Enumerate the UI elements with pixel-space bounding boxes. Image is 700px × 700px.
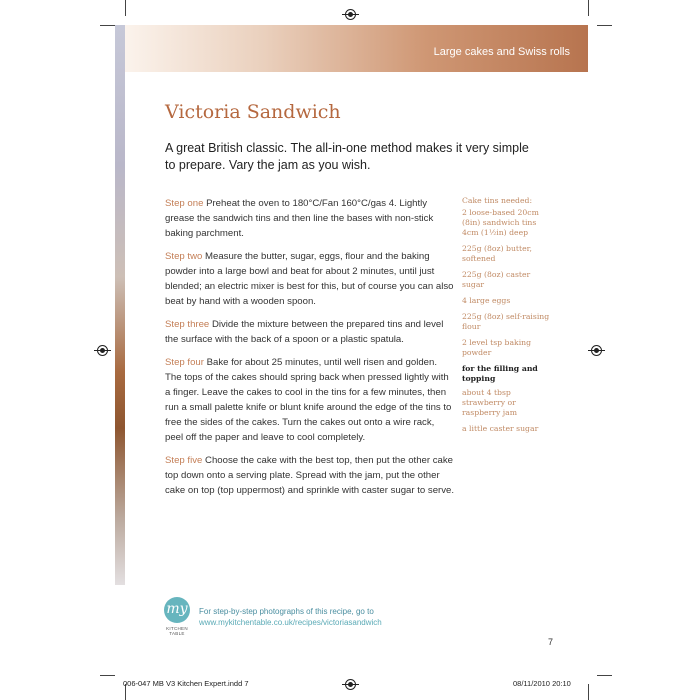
step-label: Step one <box>165 198 204 209</box>
step-text: Divide the mixture between the prepared tins and level the surface with the back of a spoon or a plastic spatula. <box>165 319 444 345</box>
my-kitchen-table-logo: my <box>164 597 190 623</box>
section-title: Large cakes and Swiss rolls <box>433 46 570 58</box>
registration-mark-icon <box>345 679 356 690</box>
method-step <box>165 355 455 445</box>
tins-needed: 2 loose-based 20cm (8in) sandwich tins 4cm (1½in) deep <box>462 208 539 237</box>
crop-mark <box>100 25 115 26</box>
step-text: Measure the butter, sugar, eggs, flour and the baking powder into a large bowl and beat for about 2 minutes, until just blended; an electric mixer is best for this, but of course you can also beat by hand with a wooden spoon. <box>165 251 454 307</box>
footer-note-text: For step-by-step photographs of this recipe, go to <box>199 607 374 616</box>
logo-line: TABLE <box>169 631 185 636</box>
registration-mark-icon <box>345 9 356 20</box>
crop-mark <box>597 675 612 676</box>
step-text: Bake for about 25 minutes, until well risen and golden. The tops of the cakes should spring back when pressed lightly with a finger. Leave the cakes to cool in the tins for a few minutes, then run a small palette knife or blunt knife around the edge of the tins to free the sides of the cakes. Turn the cakes out onto a wire rack, peel off the paper and leave to cool completely. <box>165 357 452 443</box>
crop-mark <box>588 0 589 16</box>
photo-edge <box>115 25 125 585</box>
step-label: Step five <box>165 455 203 466</box>
ingredient-list <box>462 196 552 440</box>
filling-item: about 4 tbsp strawberry or raspberry jam <box>462 388 517 417</box>
crop-mark <box>588 684 589 700</box>
method-step <box>165 317 455 347</box>
step-label: Step four <box>165 357 204 368</box>
step-text: Preheat the oven to 180°C/Fan 160°C/gas 4. Lightly grease the sandwich tins and then line the bases with non-stick baking parchment. <box>165 198 434 239</box>
ingredient-item: 4 large eggs <box>462 296 511 305</box>
recipe-intro: A great British classic. The all-in-one method makes it very simple to prepare. Vary the jam as you wish. <box>165 141 529 172</box>
recipe-photos-link[interactable]: www.mykitchentable.co.uk/recipes/victoriasandwich <box>199 618 382 627</box>
page-number: 7 <box>548 637 554 647</box>
method-steps <box>165 196 455 506</box>
ingredient-item: 225g (8oz) self-raising flour <box>462 312 550 331</box>
crop-mark <box>597 25 612 26</box>
recipe-title: Victoria Sandwich <box>165 101 341 123</box>
logo-line: KITCHEN <box>166 626 188 631</box>
step-text: Choose the cake with the best top, then put the other cake top down onto a serving plate. Spread with the jam, put the other cake on top (top uppermost) and sprinkle with caster sugar to serve. <box>165 455 455 496</box>
registration-mark-icon <box>97 345 108 356</box>
logo-wordmark <box>162 626 192 636</box>
step-label: Step three <box>165 319 210 330</box>
method-step <box>165 249 455 309</box>
step-label: Step two <box>165 251 203 262</box>
slug-filename: 006-047 MB V3 Kitchen Expert.indd 7 <box>123 679 249 688</box>
slug-date: 08/11/2010 20:10 <box>513 679 571 688</box>
ingredient-item: 225g (8oz) butter, softened <box>462 244 532 263</box>
ingredient-item: 225g (8oz) caster sugar <box>462 270 531 289</box>
tins-heading: Cake tins needed: <box>462 196 533 205</box>
registration-mark-icon <box>591 345 602 356</box>
method-step <box>165 196 455 241</box>
method-step <box>165 453 455 498</box>
footer-note <box>199 606 382 628</box>
ingredient-item: 2 level tsp baking powder <box>462 338 532 357</box>
crop-mark <box>125 0 126 16</box>
crop-mark <box>100 675 115 676</box>
filling-heading: for the filling and topping <box>462 364 538 383</box>
filling-item: a little caster sugar <box>462 424 539 433</box>
